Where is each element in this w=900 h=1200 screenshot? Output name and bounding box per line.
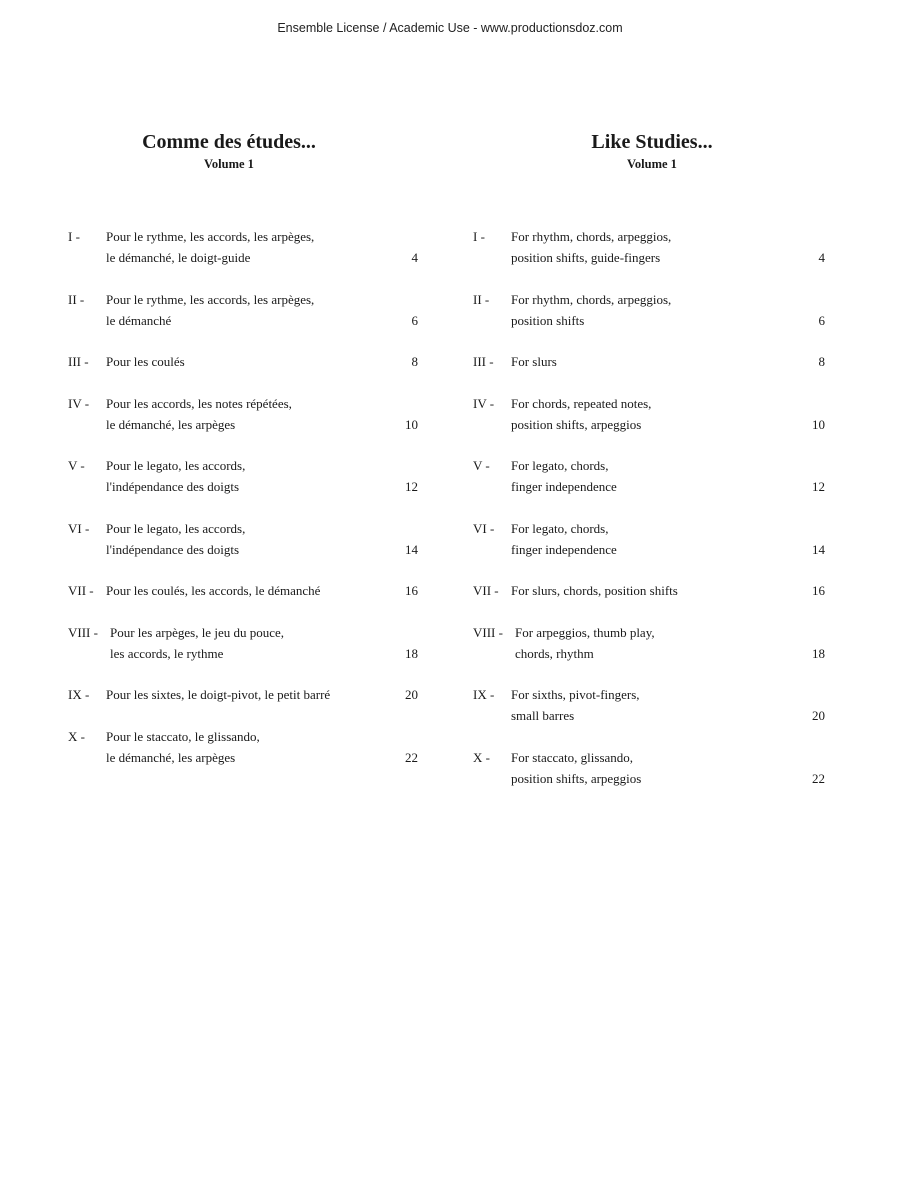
toc-entry <box>68 289 418 331</box>
toc-entry-text: Pour les coulés <box>106 354 185 369</box>
toc-entry-number: VI - <box>473 520 495 536</box>
toc-entry-text: Pour le rythme, les accords, les arpèges, <box>106 291 315 307</box>
toc-entry-text: Pour les accords, les notes répétées, <box>106 395 292 411</box>
toc-entry <box>473 393 825 435</box>
toc-entry-page: 16 <box>405 583 418 598</box>
toc-entry-text: Pour le legato, les accords, <box>106 520 246 536</box>
toc-entry <box>68 518 418 560</box>
toc-entry-number: X - <box>473 749 490 765</box>
toc-entry <box>473 518 825 560</box>
toc-entry-number: VIII - <box>68 624 98 640</box>
toc-entry-page: 8 <box>818 354 825 369</box>
toc-entry-text: le démanché, le doigt-guide <box>106 250 251 265</box>
toc-entry-number: VIII - <box>473 624 503 640</box>
toc-entry-page: 18 <box>812 645 825 661</box>
toc-entry-text: chords, rhythm <box>515 645 594 661</box>
toc-entry-page: 12 <box>405 479 418 494</box>
toc-english <box>473 128 825 809</box>
toc-entry-text: For arpeggios, thumb play, <box>515 624 655 640</box>
toc-entry-number: II - <box>473 291 490 307</box>
toc-entry-text: le démanché, les arpèges <box>106 749 236 765</box>
toc-entry <box>473 684 825 726</box>
toc-entry <box>68 226 418 268</box>
toc-french <box>68 128 418 788</box>
toc-entry-page: 8 <box>411 354 418 369</box>
toc-entry-number: V - <box>68 458 85 473</box>
toc-entry <box>68 622 418 664</box>
toc-entry-page: 22 <box>812 770 825 786</box>
toc-entry <box>473 622 825 664</box>
toc-entry-text: For slurs <box>511 354 557 369</box>
toc-entry-text: For slurs, chords, position shifts <box>511 583 678 598</box>
toc-entry-page: 22 <box>405 749 418 765</box>
toc-entry <box>68 580 418 601</box>
toc-entry-text: position shifts, guide-fingers <box>511 250 661 265</box>
license-header: Ensemble License / Academic Use - www.productionsdoz.com <box>277 21 623 35</box>
toc-entry-text: l'indépendance des doigts <box>106 541 240 557</box>
toc-entry-number: IV - <box>473 395 495 411</box>
toc-entry-text: Pour les arpèges, le jeu du pouce, <box>110 624 285 640</box>
toc-entry-page: 14 <box>405 541 418 557</box>
toc-entry-text: Pour le legato, les accords, <box>106 458 246 473</box>
toc-entry-page: 6 <box>411 312 418 328</box>
toc-entry-text: position shifts, arpeggios <box>511 770 642 786</box>
toc-entry <box>473 289 825 331</box>
toc-entry-number: IX - <box>68 687 90 702</box>
toc-entry-number: VII - <box>473 583 499 598</box>
toc-entry-text: small barres <box>511 708 575 723</box>
toc-entry <box>68 684 418 705</box>
toc-entry-page: 10 <box>405 416 418 432</box>
toc-english-volume: Volume 1 <box>627 157 677 171</box>
toc-french-list <box>68 226 418 768</box>
toc-entry-page: 18 <box>405 645 418 661</box>
toc-english-heading <box>497 128 807 172</box>
toc-entry-page: 6 <box>818 312 825 328</box>
toc-entry-page: 4 <box>411 250 418 265</box>
toc-entry <box>68 393 418 435</box>
toc-entry-text: For staccato, glissando, <box>511 749 634 765</box>
toc-entry-text: For rhythm, chords, arpeggios, <box>511 291 672 307</box>
toc-entry-text: For legato, chords, <box>511 520 609 536</box>
toc-entry-text: For rhythm, chords, arpeggios, <box>511 229 672 244</box>
toc-entry <box>473 226 825 268</box>
toc-entry-text: Pour le rythme, les accords, les arpèges, <box>106 229 315 244</box>
toc-entry <box>68 351 418 372</box>
toc-entry-text: For legato, chords, <box>511 458 609 473</box>
toc-entry-text: l'indépendance des doigts <box>106 479 240 494</box>
toc-french-heading <box>79 128 379 172</box>
toc-entry-number: VII - <box>68 583 94 598</box>
toc-entry-page: 16 <box>812 583 825 598</box>
toc-entry-page: 14 <box>812 541 825 557</box>
toc-entry-text: les accords, le rythme <box>110 645 224 661</box>
toc-entry-page: 10 <box>812 416 825 432</box>
toc-english-list <box>473 226 825 789</box>
toc-entry-number: II - <box>68 291 85 307</box>
toc-entry-number: IX - <box>473 687 495 702</box>
toc-entry-number: X - <box>68 728 85 744</box>
toc-entry-page: 20 <box>812 708 825 723</box>
toc-entry-text: position shifts <box>511 312 585 328</box>
toc-entry-number: V - <box>473 458 490 473</box>
toc-entry-text: For sixths, pivot-fingers, <box>511 687 640 702</box>
toc-entry-number: I - <box>473 229 485 244</box>
toc-entry-text: Pour le staccato, le glissando, <box>106 728 260 744</box>
toc-entry-text: le démanché <box>106 312 172 328</box>
toc-entry-page: 12 <box>812 479 825 494</box>
toc-french-title: Comme des études... <box>142 131 316 153</box>
toc-entry <box>68 455 418 497</box>
toc-entry <box>473 351 825 372</box>
toc-french-volume: Volume 1 <box>204 157 254 171</box>
toc-entry-page: 4 <box>818 250 825 265</box>
toc-entry <box>473 580 825 601</box>
toc-entry <box>473 455 825 497</box>
toc-entry-text: finger independence <box>511 479 617 494</box>
toc-entry-number: VI - <box>68 520 90 536</box>
toc-entry-text: Pour les coulés, les accords, le démanché <box>106 583 321 598</box>
toc-entry-text: Pour les sixtes, le doigt-pivot, le petit barré <box>106 687 331 702</box>
toc-entry-number: III - <box>68 354 89 369</box>
toc-entry-number: IV - <box>68 395 90 411</box>
toc-entry-text: finger independence <box>511 541 617 557</box>
toc-entry-text: position shifts, arpeggios <box>511 416 642 432</box>
toc-entry-text: le démanché, les arpèges <box>106 416 236 432</box>
toc-entry-page: 20 <box>405 687 418 702</box>
toc-entry <box>473 747 825 789</box>
toc-entry-number: I - <box>68 229 80 244</box>
toc-english-title: Like Studies... <box>591 131 713 153</box>
toc-entry-text: For chords, repeated notes, <box>511 395 652 411</box>
toc-entry <box>68 726 418 768</box>
toc-entry-number: III - <box>473 354 494 369</box>
